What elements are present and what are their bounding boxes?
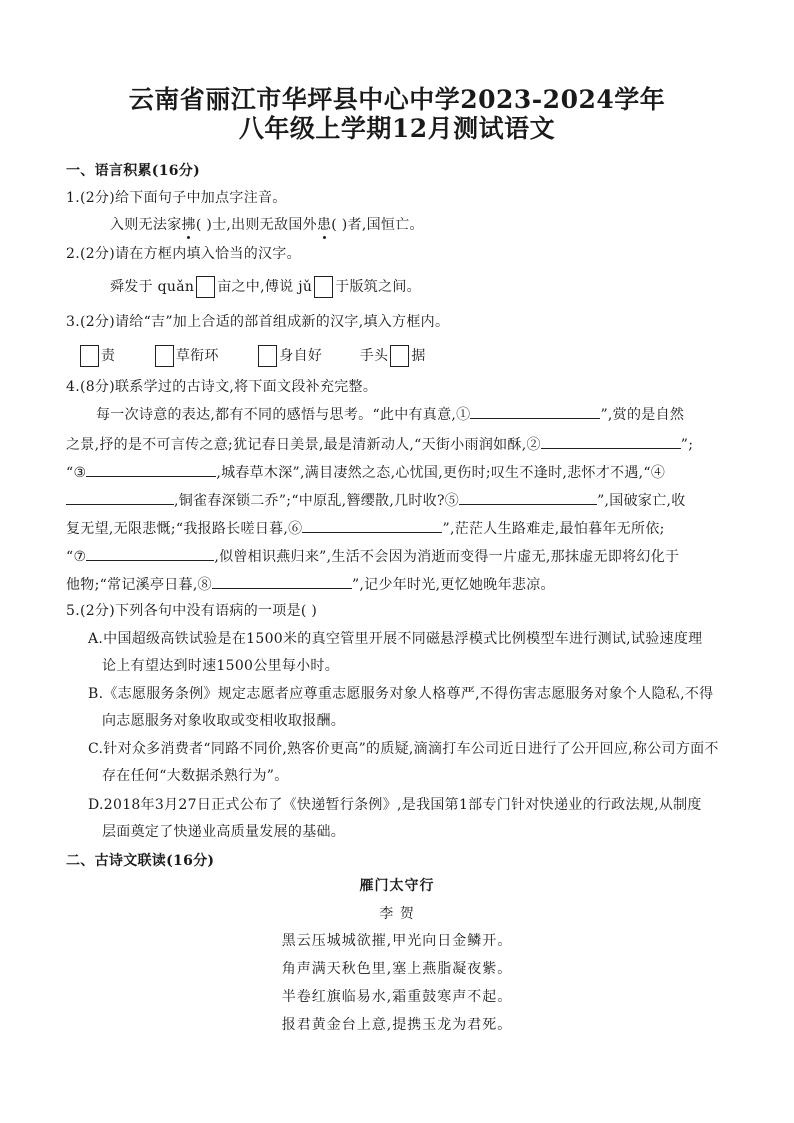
poem-line-4: 报君黄金台上意,提携玉龙为君死。 xyxy=(281,1017,513,1033)
q3-item-3: 身自好 xyxy=(279,348,323,364)
q3-item-4: 据 xyxy=(411,348,426,364)
q4-blank-7[interactable] xyxy=(86,546,214,561)
q2-answer-box-1[interactable] xyxy=(196,276,215,298)
q5-option-a-line-2: 论上有望达到时速1500公里每小时。 xyxy=(102,658,340,674)
q4-line-2 xyxy=(66,434,766,454)
poem-title: 雁门太守行 xyxy=(359,878,435,894)
q4-l2-text-b: ”; xyxy=(680,437,694,453)
q4-l1-text-a: 每一次诗意的表达,都有不同的感悟与思考。“此中有真意,① xyxy=(96,407,471,423)
q4-line-6 xyxy=(66,546,766,566)
q5-option-d-line-2: 层面奠定了快递业高质量发展的基础。 xyxy=(102,824,346,840)
q1-dotted-char-2: 患 xyxy=(316,217,332,233)
q3-item-4-prefix: 手头 xyxy=(359,348,389,364)
q2-part1: 舜发于 quǎn xyxy=(110,279,195,295)
q4-l2-text-a: 之景,抒的是不可言传之意;犹记春日美景,最是清新动人,“天街小雨润如酥,② xyxy=(66,437,541,453)
q1-part2[interactable]: ( )士,出则无敌国外 xyxy=(195,217,317,233)
q4-l3-text-b: ,城春草木深”,满目凄然之态,心忧国,更伤时;叹生不逢时,悲怀才不遇,“④ xyxy=(216,465,666,481)
q4-l7-text-b: ”,记少年时光,更忆她晚年悲凉。 xyxy=(351,577,555,593)
q3-answer-box-4[interactable] xyxy=(390,345,409,367)
q5-option-a-line-1[interactable]: A.中国超级高铁试验是在1500米的真空管里开展不同磁悬浮模式比例模型车进行测试,试验速度理 xyxy=(88,631,703,647)
q3-item-2: 草衔环 xyxy=(175,348,219,364)
q1-part3[interactable]: ( )者,国恒亡。 xyxy=(331,217,424,233)
q2-part2: 亩之中,傅说 jǔ xyxy=(217,279,313,295)
q3-answer-box-2[interactable] xyxy=(155,345,174,367)
q5-option-c-line-1[interactable]: C.针对众多消费者“同路不同价,熟客价更高”的质疑,滴滴打车公司近日进行了公开回应,称公司方面不 xyxy=(88,741,719,757)
q4-blank-5[interactable] xyxy=(459,490,597,505)
q4-l7-text-a: 他物;“常记溪亭日暮,⑧ xyxy=(66,577,212,593)
q5-option-b-line-2: 向志愿服务对象收取或变相收取报酬。 xyxy=(102,713,346,729)
q4-blank-6[interactable] xyxy=(302,518,442,533)
q4-l5-text-a: 复无望,无限悲慨;“我报路长嗟日暮,⑥ xyxy=(66,521,303,537)
q3-answer-box-3[interactable] xyxy=(258,345,277,367)
q4-line-1 xyxy=(96,404,794,424)
q4-blank-1[interactable] xyxy=(470,404,600,419)
q4-line-5 xyxy=(66,518,766,538)
q2-answer-box-2[interactable] xyxy=(314,276,333,298)
q1-dotted-char-1: 拂 xyxy=(181,217,196,233)
q4-line-7 xyxy=(66,574,766,594)
title-line-1: 云南省丽江市华坪县中心中学2023-2024学年 xyxy=(128,85,666,114)
q5-option-c-line-2: 存在任何“大数据杀熟行为”。 xyxy=(102,768,289,784)
q4-line-3 xyxy=(66,462,766,482)
q3-items xyxy=(78,345,778,367)
poem-line-2: 角声满天秋色里,塞上燕脂凝夜紫。 xyxy=(281,961,513,977)
q4-l4-text-b: ”,国破家亡,收 xyxy=(597,493,686,509)
q4-l1-text-b: ”,赏的是自然 xyxy=(600,407,685,423)
q2-sentence xyxy=(110,276,794,298)
poem-author: 李 贺 xyxy=(379,906,415,922)
q5-option-b-line-1[interactable]: B.《志愿服务条例》规定志愿者应尊重志愿服务对象人格尊严,不得伤害志愿服务对象个人隐私,不得 xyxy=(88,686,714,702)
q4-l5-text-b: ”,茫茫人生路难走,最怕暮年无所依; xyxy=(442,521,665,537)
q5-stem: 5.(2分)下列各句中没有语病的一项是( ) xyxy=(66,603,318,619)
q4-blank-2[interactable] xyxy=(541,434,681,449)
q2-part3: 于版筑之间。 xyxy=(335,279,421,295)
q4-stem: 4.(8分)联系学过的古诗文,将下面文段补充完整。 xyxy=(66,379,378,395)
q3-stem: 3.(2分)请给“吉”加上合适的部首组成新的汉字,填入方框内。 xyxy=(66,314,450,330)
q2-stem: 2.(2分)请在方框内填入恰当的汉字。 xyxy=(66,246,301,262)
poem-line-3: 半卷红旗临易水,霜重鼓寒声不起。 xyxy=(281,989,513,1005)
title-line-2: 八年级上学期12月测试语文 xyxy=(238,114,556,143)
q3-answer-box-1[interactable] xyxy=(80,345,99,367)
q4-blank-3[interactable] xyxy=(86,462,216,477)
section-1-heading: 一、语言积累(16分) xyxy=(66,163,201,179)
q1-stem: 1.(2分)给下面句子中加点字注音。 xyxy=(66,190,287,206)
q4-l6-text-a: “⑦ xyxy=(66,549,87,565)
q5-option-d-line-1[interactable]: D.2018年3月27日正式公布了《快递暂行条例》,是我国第1部专门针对快递业的行政法规,从制度 xyxy=(88,797,702,813)
q1-part1: 入则无法家 xyxy=(110,217,182,233)
poem-line-1: 黑云压城城欲摧,甲光向日金鳞开。 xyxy=(281,933,513,949)
section-2-heading: 二、古诗文联读(16分) xyxy=(66,853,215,869)
q4-line-4 xyxy=(66,490,766,510)
q4-l4-text-a: ,铜雀春深锁二乔”;“中原乱,簪缨散,几时收?⑤ xyxy=(174,493,460,509)
q1-sentence xyxy=(110,216,794,234)
q4-blank-8[interactable] xyxy=(212,574,352,589)
q4-blank-4[interactable] xyxy=(66,490,174,505)
q3-item-1: 责 xyxy=(101,348,116,364)
q4-l3-text-a: “③ xyxy=(66,465,87,481)
q4-l6-text-b: ,似曾相识燕归来”,生活不会因为消逝而变得一片虚无,那抹虚无即将幻化于 xyxy=(214,549,680,565)
